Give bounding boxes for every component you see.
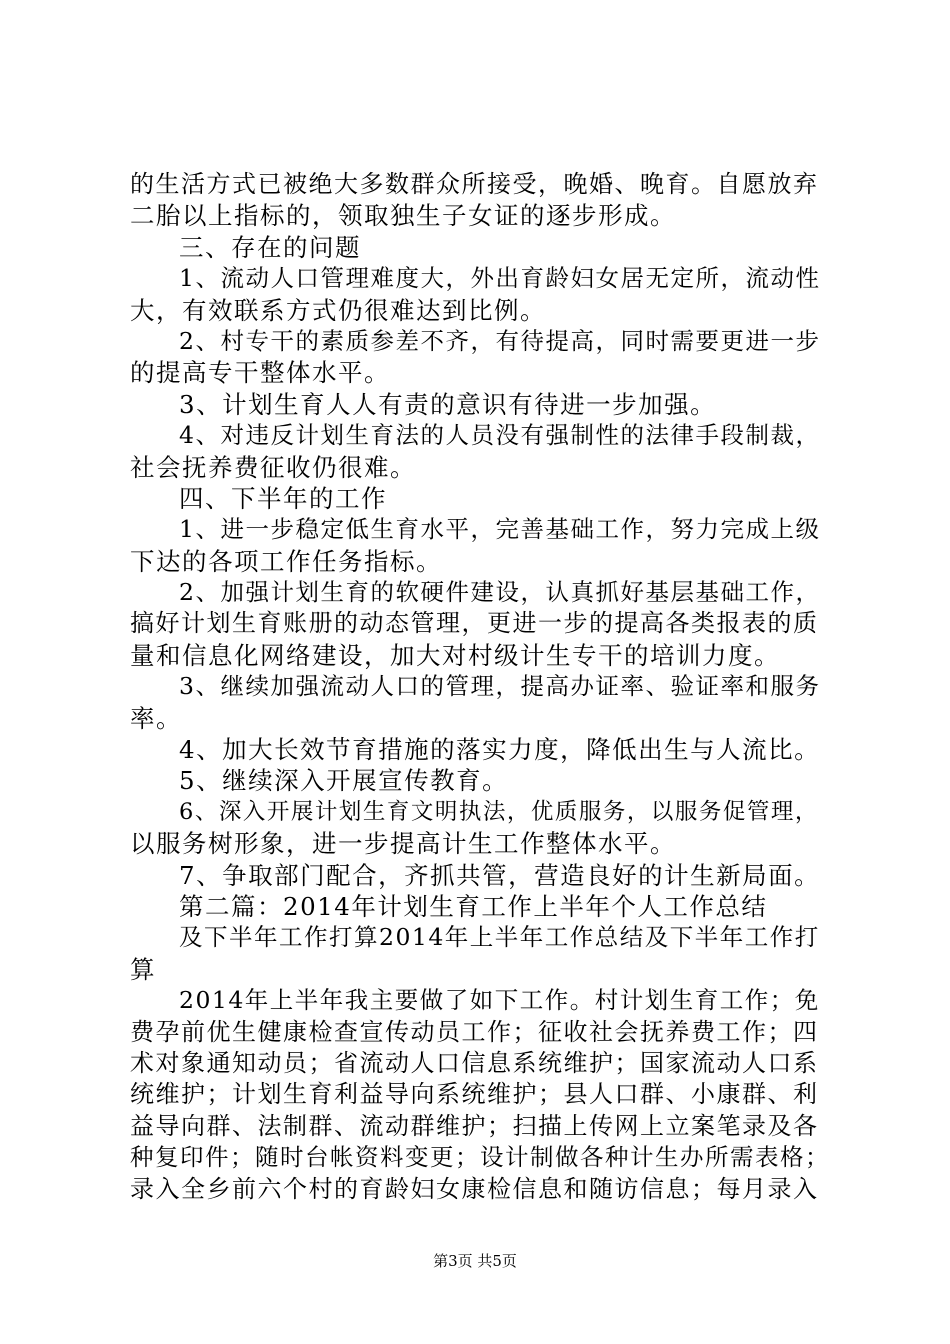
text-line: 统维护；计划生育利益导向系统维护；县人口群、小康群、利	[130, 1080, 819, 1109]
text-line: 量和信息化网络建设，加大对村级计生专干的培训力度。	[130, 640, 780, 670]
text-line: 社会抚养费征收仍很难。	[130, 452, 416, 482]
text-line: 算	[130, 954, 156, 984]
text-line: 录入全乡前六个村的育龄妇女康检信息和随访信息；每月录入	[130, 1174, 819, 1203]
text-line: 下达的各项工作任务指标。	[130, 546, 442, 576]
text-line: 术对象通知动员；省流动人口信息系统维护；国家流动人口系	[130, 1048, 819, 1077]
text-line: 二胎以上指标的，领取独生子女证的逐步形成。	[130, 201, 676, 231]
text-line: 4、加大长效节育措施的落实力度，降低出生与人流比。	[179, 735, 821, 765]
text-line: 大，有效联系方式仍很难达到比例。	[130, 295, 546, 325]
text-line: 益导向群、法制群、流动群维护；扫描上传网上立案笔录及各	[130, 1111, 819, 1140]
text-line: 的生活方式已被绝大多数群众所接受，晚婚、晚育。自愿放弃	[130, 170, 819, 198]
text-line: 四、下半年的工作	[179, 483, 387, 513]
text-line: 5、继续深入开展宣传教育。	[179, 766, 509, 796]
text-line: 种复印件；随时台帐资料变更；设计制做各种计生办所需表格；	[130, 1143, 830, 1172]
text-line: 三、存在的问题	[179, 232, 361, 262]
text-line: 2、村专干的素质参差不齐，有待提高，同时需要更进一步	[179, 326, 821, 355]
text-line: 的提高专干整体水平。	[130, 358, 390, 388]
text-line: 3、计划生育人人有责的意识有待进一步加强。	[179, 389, 717, 419]
text-line: 7、争取部门配合，齐抓共管，营造良好的计生新局面。	[179, 860, 821, 890]
text-line: 搞好计划生育账册的动态管理，更进一步的提高各类报表的质	[130, 609, 819, 638]
text-line: 第二篇：2014年计划生育工作上半年个人工作总结	[179, 891, 768, 921]
text-line: 6、深入开展计划生育文明执法，优质服务，以服务促管理，	[179, 798, 819, 825]
text-line: 1、进一步稳定低生育水平，完善基础工作，努力完成上级	[179, 515, 821, 544]
text-line: 2014年上半年我主要做了如下工作。村计划生育工作；免	[179, 986, 820, 1015]
document-body	[130, 169, 830, 1205]
text-line: 2、加强计划生育的软硬件建设，认真抓好基层基础工作，	[179, 578, 821, 607]
text-line: 费孕前优生健康检查宣传动员工作；征收社会抚养费工作；四	[130, 1017, 819, 1046]
text-line: 4、对违反计划生育法的人员没有强制性的法律手段制裁，	[179, 421, 821, 450]
text-line: 以服务树形象，进一步提高计生工作整体水平。	[130, 829, 676, 859]
text-line: 率。	[130, 703, 182, 733]
text-line: 及下半年工作打算2014年上半年工作总结及下半年工作打	[179, 923, 820, 952]
text-line: 1、流动人口管理难度大，外出育龄妇女居无定所，流动性	[179, 264, 821, 293]
text-line: 3、继续加强流动人口的管理，提高办证率、验证率和服务	[179, 672, 821, 701]
page-footer: 第3页 共5页	[433, 1252, 517, 1270]
